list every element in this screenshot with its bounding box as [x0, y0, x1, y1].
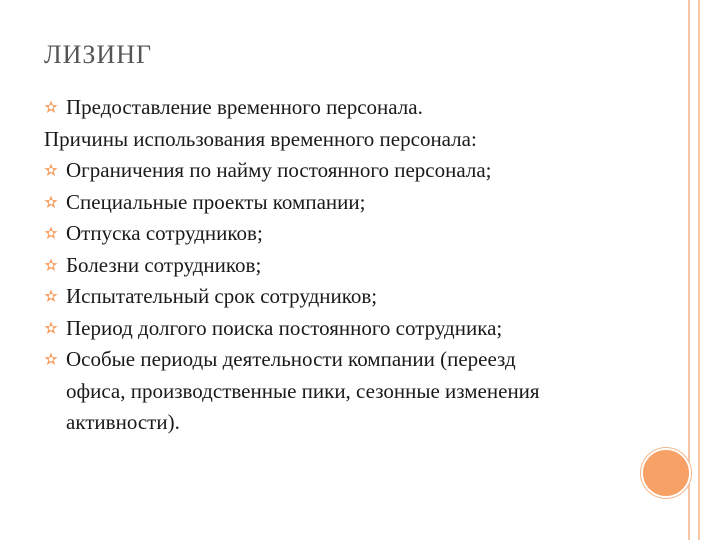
list-item [44, 281, 634, 313]
list-item [44, 155, 634, 187]
list-item [44, 92, 634, 124]
list-item-text: Период долгого поиска постоянного сотрудника; [66, 315, 503, 340]
list-item-text: Предоставление временного персонала. [66, 95, 423, 119]
slide-body [44, 92, 634, 439]
star-bullet-icon [44, 352, 58, 366]
list-item [44, 187, 634, 219]
list-item-text: Ограничения по найму постоянного персонала; [66, 158, 492, 182]
star-bullet-icon [44, 289, 58, 303]
decorative-circle [641, 448, 691, 498]
decorative-frame [688, 0, 700, 540]
list-item [44, 218, 634, 250]
list-item-text: Причины использования временного персонала: [44, 126, 477, 151]
star-bullet-icon [44, 163, 58, 177]
star-bullet-icon [44, 226, 58, 240]
list-item-text: Специальные проекты компании; [66, 189, 366, 214]
list-item [44, 313, 536, 345]
list-item [44, 344, 556, 439]
star-bullet-icon [44, 258, 58, 272]
list-item-text: Болезни сотрудников; [66, 252, 262, 277]
slide-title: ЛИЗИНГ [44, 40, 153, 69]
star-bullet-icon [44, 321, 58, 335]
list-item-text: Особые периоды деятельности компании (переезд офиса, производственные пики, сезонные изменения активности). [66, 347, 540, 434]
list-item [44, 250, 634, 282]
star-bullet-icon [44, 195, 58, 209]
list-item-text: Отпуска сотрудников; [66, 221, 263, 245]
star-bullet-icon [44, 100, 58, 114]
list-item [44, 124, 634, 156]
list-item-text: Испытательный срок сотрудников; [66, 284, 378, 308]
